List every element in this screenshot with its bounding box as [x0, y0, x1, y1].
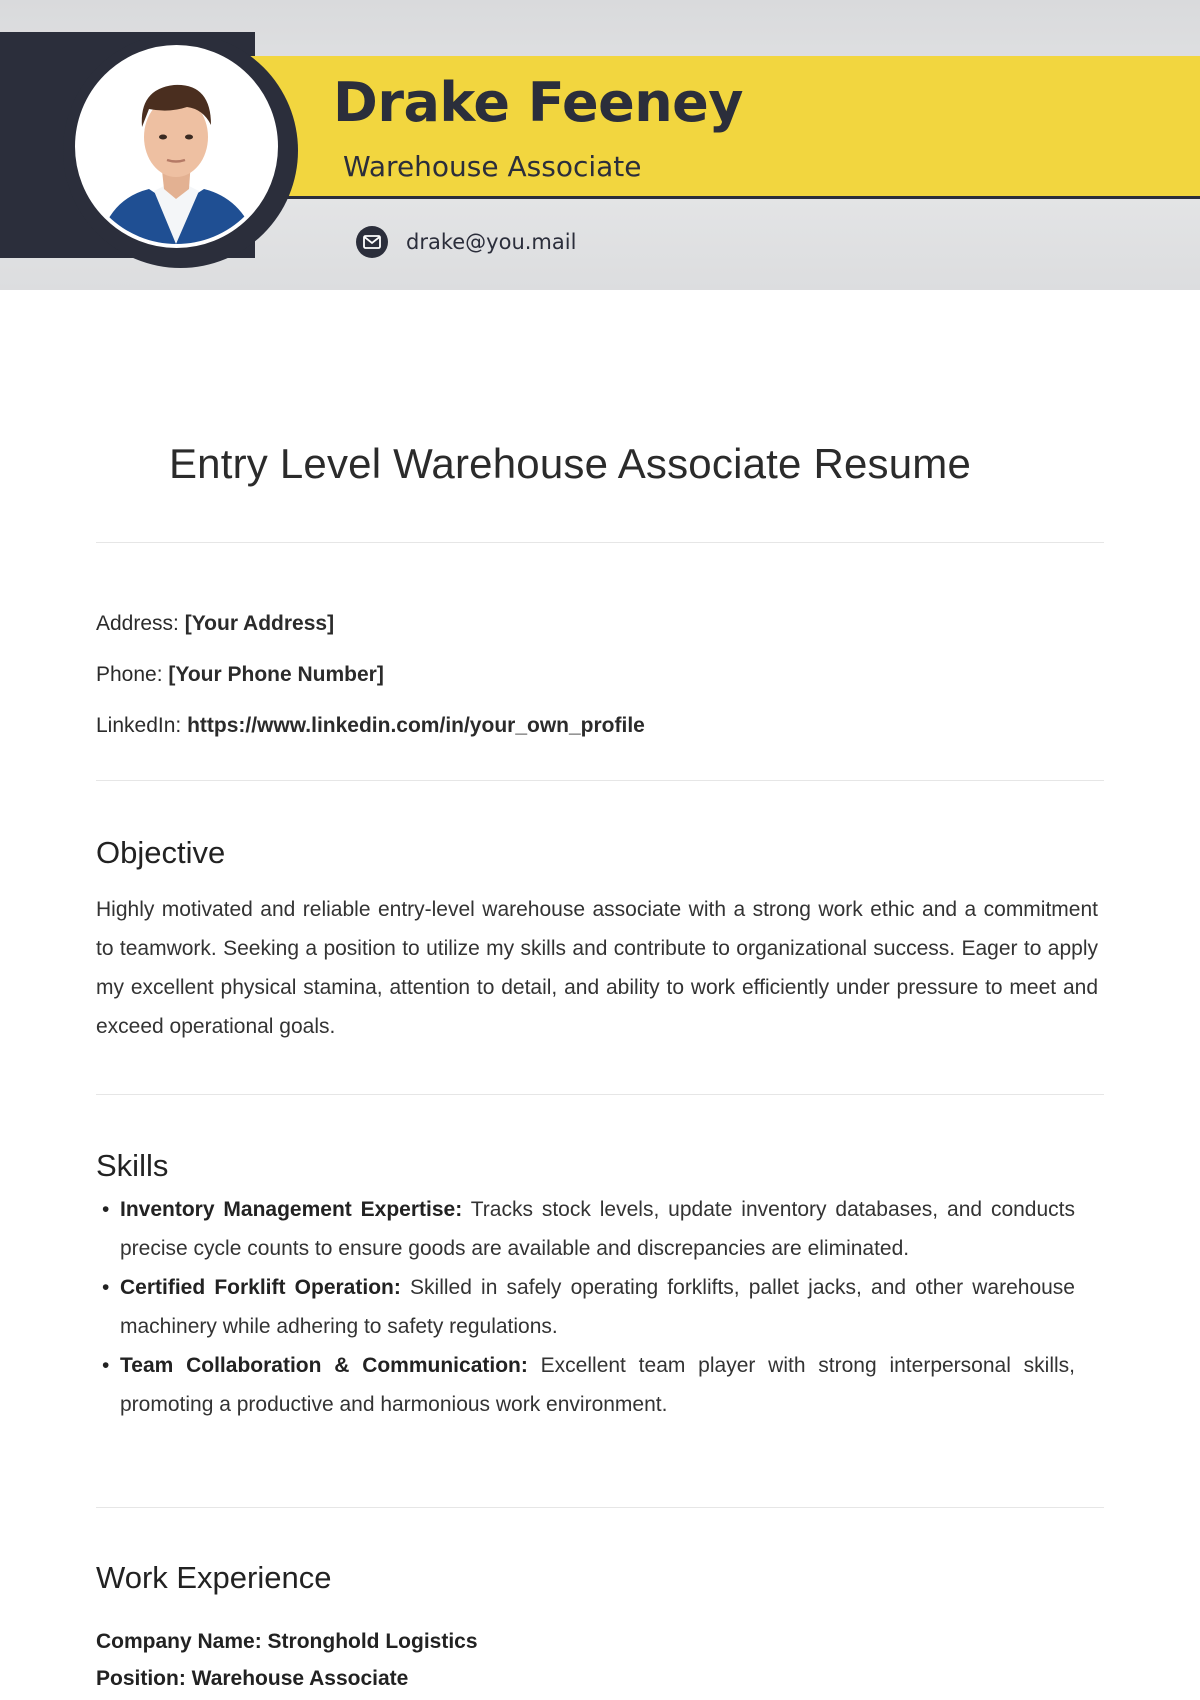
divider: [96, 542, 1104, 543]
divider: [96, 1507, 1104, 1508]
email-row: [356, 226, 576, 258]
list-item: [100, 1346, 1075, 1424]
header-banner: [0, 0, 1200, 290]
list-item: [100, 1268, 1075, 1346]
linkedin-label: LinkedIn:: [96, 714, 182, 737]
document-title: Entry Level Warehouse Associate Resume: [168, 440, 972, 487]
candidate-name: Drake Feeney: [333, 71, 743, 134]
skill-text: Excellent team player with strong interpersonal skills, promoting a productive and harmonious work environment.: [120, 1354, 1076, 1416]
candidate-role: Warehouse Associate: [343, 150, 642, 183]
linkedin-line: [96, 700, 645, 751]
contact-details: [96, 598, 645, 751]
skill-title: Inventory Management Expertise:: [120, 1198, 463, 1221]
address-label: Address:: [96, 612, 179, 635]
envelope-icon: [356, 226, 388, 258]
company-line: Company Name: Stronghold Logistics: [96, 1630, 478, 1653]
skill-title: Certified Forklift Operation:: [120, 1276, 401, 1299]
header-divider-line: [240, 196, 1200, 199]
phone-line: [96, 649, 645, 700]
divider: [96, 1094, 1104, 1095]
work-experience-heading: Work Experience: [96, 1560, 332, 1595]
objective-heading: Objective: [96, 835, 226, 870]
work-entry: [96, 1623, 478, 1697]
phone-label: Phone:: [96, 663, 163, 686]
objective-text: Highly motivated and reliable entry-level warehouse associate with a strong work ethic and a commitment to teamwork. Seeking a position to utilize my skills and contribute to organizational success. Eager to apply my excellent physical stamina, attention to detail, and ability to work efficiently under pressure to meet and exceed operational goals.: [96, 898, 1098, 1038]
skill-text: Tracks stock levels, update inventory databases, and conducts precise cycle counts to ensure goods are available and discrepancies are eliminated.: [120, 1198, 1076, 1260]
skill-title: Team Collaboration & Communication:: [120, 1354, 528, 1377]
profile-photo: [75, 45, 278, 248]
linkedin-link[interactable]: https://www.linkedin.com/in/your_own_profile: [187, 714, 645, 737]
divider: [96, 780, 1104, 781]
position-line: Position: Warehouse Associate: [96, 1667, 409, 1690]
list-item: [100, 1190, 1075, 1268]
skills-list: [100, 1190, 1075, 1424]
email-address[interactable]: drake@you.mail: [406, 230, 577, 254]
address-value: [Your Address]: [184, 612, 335, 635]
person-portrait-icon: [79, 49, 274, 244]
address-line: [96, 598, 645, 649]
skills-heading: Skills: [96, 1148, 169, 1183]
skill-text: Skilled in safely operating forklifts, pallet jacks, and other warehouse machinery while adhering to safety regulations.: [120, 1276, 1075, 1338]
phone-value: [Your Phone Number]: [168, 663, 384, 686]
